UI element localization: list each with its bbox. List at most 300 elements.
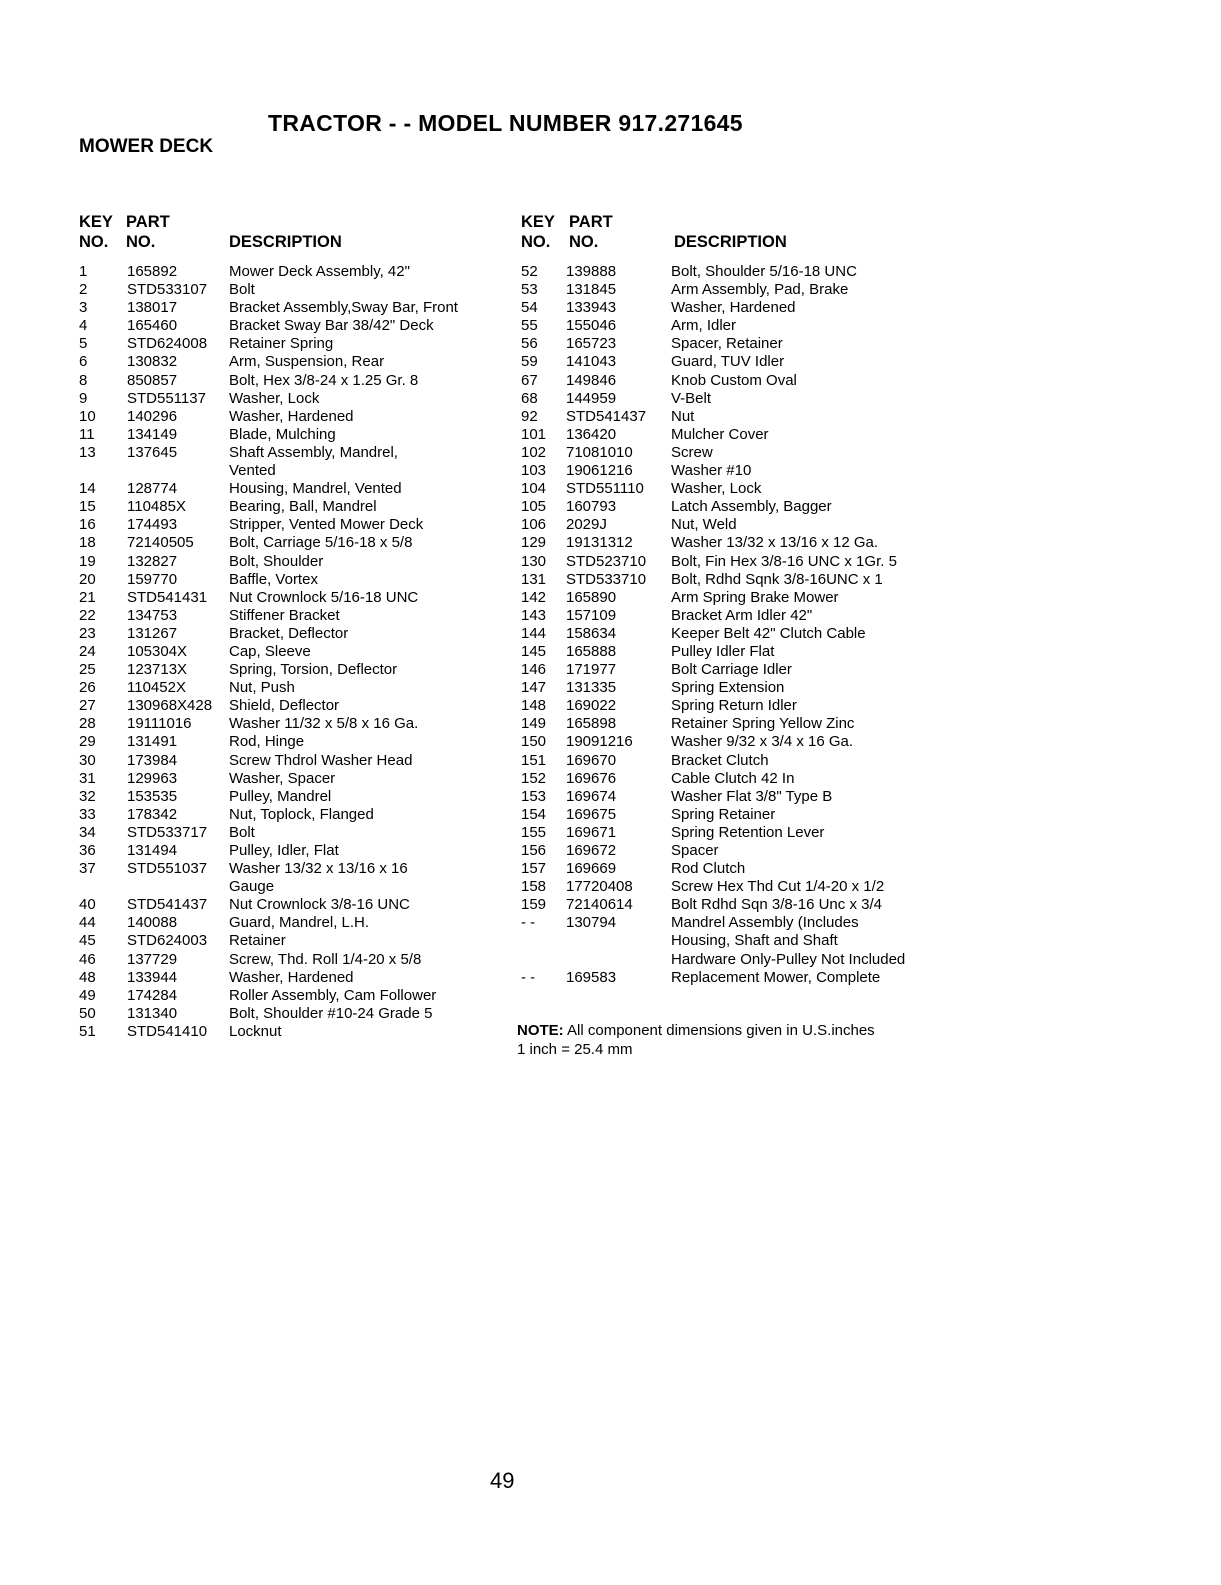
part-number: 123713X [127, 661, 188, 679]
key-number: 28 [79, 715, 96, 733]
key-number: 6 [79, 353, 88, 371]
part-description: Roller Assembly, Cam Follower [229, 986, 437, 1004]
part-row [79, 335, 509, 353]
part-number: 158634 [566, 624, 617, 642]
key-number: 31 [79, 769, 96, 787]
part-row [521, 444, 941, 462]
header-description: DESCRIPTION [229, 233, 342, 251]
key-number: 15 [79, 498, 96, 516]
part-description: Arm Spring Brake Mower [671, 588, 839, 606]
part-row [521, 281, 941, 299]
part-description: Washer, Hardened [229, 968, 354, 986]
part-number: 140088 [127, 914, 178, 932]
part-row [521, 498, 941, 516]
part-row [79, 932, 509, 950]
part-number: 19091216 [566, 733, 633, 751]
part-description: Nut, Push [229, 679, 295, 697]
key-number: 68 [521, 389, 538, 407]
part-number: 149846 [566, 371, 617, 389]
part-row [521, 679, 941, 697]
key-number: 26 [79, 679, 96, 697]
part-description: Bolt [229, 281, 255, 299]
part-row [79, 824, 509, 842]
key-number: 22 [79, 606, 96, 624]
part-number: STD541431 [127, 588, 208, 606]
part-description: Bolt, Carriage 5/16-18 x 5/8 [229, 534, 413, 552]
part-row [521, 697, 941, 715]
part-number: 130832 [127, 353, 178, 371]
part-number: 169674 [566, 787, 617, 805]
key-number: 16 [79, 516, 96, 534]
key-number: 3 [79, 299, 88, 317]
part-description: Knob Custom Oval [671, 371, 797, 389]
part-row [79, 788, 509, 806]
part-number: 169672 [566, 842, 617, 859]
key-number: 159 [521, 896, 547, 914]
part-row [521, 842, 941, 860]
key-number: 145 [521, 642, 547, 660]
part-row [79, 281, 509, 299]
part-row [521, 462, 941, 480]
part-number: 137729 [127, 950, 178, 968]
key-number: - - [521, 968, 536, 986]
part-description: Washer, Hardened [229, 407, 354, 425]
part-description: Washer 11/32 x 5/8 x 16 Ga. [229, 715, 419, 733]
header-key-no: NO. [521, 233, 551, 251]
part-number: 136420 [566, 425, 617, 443]
part-row [79, 571, 509, 589]
part-number: 171977 [566, 661, 617, 679]
part-row [521, 408, 941, 426]
part-description: Spacer [671, 842, 719, 859]
part-description: Locknut [229, 1022, 282, 1040]
part-row [79, 317, 509, 335]
key-number: 44 [79, 914, 96, 932]
part-description: Replacement Mower, Complete [671, 968, 881, 986]
part-description: Spring Retention Lever [671, 823, 825, 841]
part-description: Washer 13/32 x 13/16 x 12 Ga. [671, 534, 879, 552]
key-number: 59 [521, 353, 538, 371]
part-number: 165898 [566, 715, 617, 733]
key-number: 14 [79, 480, 96, 498]
part-row [521, 788, 941, 806]
key-number: 8 [79, 371, 88, 389]
part-description: Washer Flat 3/8" Type B [671, 787, 833, 805]
part-number: 165888 [566, 642, 617, 660]
part-number: 169675 [566, 805, 617, 823]
part-number: STD551137 [127, 389, 206, 407]
key-number: 30 [79, 751, 96, 769]
part-description: Pulley, Mandrel [229, 787, 332, 805]
part-number: 165892 [127, 263, 178, 280]
key-number: 49 [79, 986, 96, 1004]
part-description: Washer, Hardened [671, 299, 796, 317]
part-row [79, 1005, 509, 1023]
key-number: 157 [521, 860, 547, 878]
key-number: 150 [521, 733, 547, 751]
part-description: Screw, Thd. Roll 1/4-20 x 5/8 [229, 950, 422, 968]
part-description: Washer #10 [671, 462, 752, 480]
key-number: 36 [79, 842, 96, 859]
part-number: 131491 [127, 733, 178, 751]
key-number: 105 [521, 498, 547, 516]
part-row [79, 661, 509, 679]
part-number: STD551110 [566, 480, 644, 498]
part-row [521, 353, 941, 371]
part-number: 169583 [566, 968, 617, 986]
part-description: Nut [671, 407, 695, 425]
part-number: 110485X [127, 498, 186, 516]
part-description: Mandrel Assembly (Includes Housing, Shaft and Shaft Hardware Only-Pulley Not Included [671, 914, 906, 968]
part-number: 71081010 [566, 443, 633, 461]
part-description: Spring, Torsion, Deflector [229, 661, 398, 679]
header-key: KEY [79, 213, 113, 231]
part-row [79, 516, 509, 534]
part-row [79, 951, 509, 969]
header-part: PART [569, 213, 613, 231]
part-number: 165890 [566, 588, 617, 606]
part-description: Stripper, Vented Mower Deck [229, 516, 424, 534]
part-number: STD533107 [127, 281, 208, 299]
key-number: 129 [521, 534, 547, 552]
part-row [79, 408, 509, 426]
key-number: 13 [79, 443, 96, 461]
key-number: 24 [79, 642, 96, 660]
part-number: 169671 [566, 823, 617, 841]
part-row [79, 589, 509, 607]
key-number: 40 [79, 896, 96, 914]
key-number: 23 [79, 624, 96, 642]
part-description: Bracket Sway Bar 38/42" Deck [229, 317, 434, 335]
key-number: 158 [521, 878, 547, 896]
key-number: 2 [79, 281, 88, 299]
key-number: 9 [79, 389, 88, 407]
key-number: 48 [79, 968, 96, 986]
part-row [79, 987, 509, 1005]
part-description: Bolt, Shoulder #10-24 Grade 5 [229, 1004, 433, 1022]
key-number: 106 [521, 516, 547, 534]
page-title: TRACTOR - - MODEL NUMBER 917.271645 [268, 110, 743, 136]
key-number: 33 [79, 805, 96, 823]
part-description: Guard, TUV Idler [671, 353, 785, 371]
part-row [79, 752, 509, 770]
part-row [79, 534, 509, 552]
part-description: Screw [671, 443, 713, 461]
part-description: Nut, Weld [671, 516, 737, 534]
part-number: STD541410 [127, 1022, 208, 1040]
part-row [521, 625, 941, 643]
part-number: 174493 [127, 516, 178, 534]
part-row [79, 679, 509, 697]
part-description: Bolt, Fin Hex 3/8-16 UNC x 1Gr. 5 [671, 552, 897, 570]
part-row [521, 607, 941, 625]
part-description: Keeper Belt 42" Clutch Cable [671, 624, 866, 642]
part-description: Retainer [229, 932, 286, 950]
part-description: Spring Extension [671, 679, 785, 697]
part-number: 169676 [566, 769, 617, 787]
part-description: Blade, Mulching [229, 425, 336, 443]
part-description: V-Belt [671, 389, 712, 407]
part-description: Spring Retainer [671, 805, 776, 823]
part-row [79, 770, 509, 788]
header-part-no: NO. [569, 233, 599, 251]
key-number: 25 [79, 661, 96, 679]
parts-list-header [79, 213, 509, 263]
key-number: 147 [521, 679, 547, 697]
part-number: 138017 [127, 299, 178, 317]
part-number: 131340 [127, 1004, 178, 1022]
part-description: Bracket Clutch [671, 751, 769, 769]
part-description: Arm Assembly, Pad, Brake [671, 281, 849, 299]
part-description: Cable Clutch 42 In [671, 769, 795, 787]
note-text: All component dimensions given in U.S.inches [567, 1022, 875, 1039]
part-description: Guard, Mandrel, L.H. [229, 914, 370, 932]
dimension-note [517, 1021, 875, 1059]
part-description: Washer 13/32 x 13/16 x 16 Gauge [229, 860, 408, 896]
key-number: 154 [521, 805, 547, 823]
parts-rows [79, 263, 509, 1041]
part-row [79, 969, 509, 987]
part-number: 130794 [566, 914, 617, 932]
part-number: 169022 [566, 697, 617, 715]
part-description: Nut, Toplock, Flanged [229, 805, 374, 823]
part-description: Baffle, Vortex [229, 570, 318, 588]
part-description: Pulley, Idler, Flat [229, 842, 339, 859]
key-number: 131 [521, 570, 547, 588]
part-row [79, 553, 509, 571]
part-row [521, 878, 941, 896]
part-number: 134753 [127, 606, 178, 624]
key-number: 11 [79, 425, 95, 443]
key-number: 102 [521, 443, 547, 461]
part-description: Arm, Idler [671, 317, 737, 335]
key-number: 34 [79, 823, 96, 841]
part-row [79, 914, 509, 932]
part-row [79, 842, 509, 860]
part-description: Bolt, Shoulder 5/16-18 UNC [671, 263, 857, 280]
part-number: STD541437 [566, 407, 647, 425]
part-row [79, 299, 509, 317]
key-number: 149 [521, 715, 547, 733]
part-description: Bolt Rdhd Sqn 3/8-16 Unc x 3/4 [671, 896, 882, 914]
key-number: 20 [79, 570, 96, 588]
part-number: 72140614 [566, 896, 633, 914]
part-number: 174284 [127, 986, 178, 1004]
part-row [79, 390, 509, 408]
part-row [521, 299, 941, 317]
part-number: 173984 [127, 751, 178, 769]
key-number: 45 [79, 932, 96, 950]
part-row [521, 589, 941, 607]
header-description: DESCRIPTION [674, 233, 787, 251]
part-row [79, 372, 509, 390]
part-description: Retainer Spring [229, 335, 334, 353]
part-description: Shaft Assembly, Mandrel, Vented [229, 443, 398, 480]
key-number: 27 [79, 697, 96, 715]
key-number: 155 [521, 823, 547, 841]
part-row [79, 607, 509, 625]
key-number: 5 [79, 335, 88, 353]
part-row [521, 480, 941, 498]
key-number: 92 [521, 407, 538, 425]
part-description: Bracket Arm Idler 42" [671, 606, 813, 624]
key-number: 37 [79, 860, 96, 878]
part-number: 850857 [127, 371, 178, 389]
part-number: 132827 [127, 552, 178, 570]
part-description: Rod, Hinge [229, 733, 305, 751]
part-row [521, 516, 941, 534]
part-description: Bolt Carriage Idler [671, 661, 792, 679]
part-row [521, 534, 941, 552]
key-number: 151 [521, 751, 547, 769]
part-description: Screw Hex Thd Cut 1/4-20 x 1/2 [671, 878, 885, 896]
part-number: 19131312 [566, 534, 633, 552]
part-description: Pulley Idler Flat [671, 642, 775, 660]
part-row [79, 426, 509, 444]
part-row [521, 896, 941, 914]
part-row [521, 335, 941, 353]
part-row [521, 643, 941, 661]
part-number: 155046 [566, 317, 617, 335]
header-key-no: NO. [79, 233, 109, 251]
key-number: 53 [521, 281, 538, 299]
key-number: 56 [521, 335, 538, 353]
part-row [79, 643, 509, 661]
part-number: 157109 [566, 606, 617, 624]
key-number: 156 [521, 842, 547, 859]
part-number: 131335 [566, 679, 617, 697]
header-part: PART [126, 213, 170, 231]
unit-conversion: 1 inch = 25.4 mm [517, 1041, 633, 1058]
part-description: Washer, Lock [229, 389, 320, 407]
part-number: 153535 [127, 787, 178, 805]
key-number: 54 [521, 299, 538, 317]
key-number: 29 [79, 733, 96, 751]
part-description: Bolt [229, 823, 255, 841]
key-number: 142 [521, 588, 547, 606]
part-row [521, 661, 941, 679]
part-row [79, 697, 509, 715]
part-row [521, 752, 941, 770]
part-description: Washer 9/32 x 3/4 x 16 Ga. [671, 733, 854, 751]
part-row [521, 914, 941, 968]
part-number: 131845 [566, 281, 617, 299]
key-number: 10 [79, 407, 96, 425]
part-description: Bolt, Shoulder [229, 552, 324, 570]
key-number: 51 [79, 1022, 96, 1040]
part-description: Screw Thdrol Washer Head [229, 751, 413, 769]
part-description: Cap, Sleeve [229, 642, 311, 660]
key-number: 67 [521, 371, 538, 389]
part-description: Bolt, Rdhd Sqnk 3/8-16UNC x 1 [671, 570, 883, 588]
part-row [79, 353, 509, 371]
key-number: 104 [521, 480, 547, 498]
part-description: Nut Crownlock 3/8-16 UNC [229, 896, 410, 914]
part-number: 72140505 [127, 534, 194, 552]
part-row [79, 733, 509, 751]
part-number: 169670 [566, 751, 617, 769]
key-number: 55 [521, 317, 538, 335]
part-number: STD551037 [127, 860, 208, 878]
part-row [79, 480, 509, 498]
key-number: 153 [521, 787, 547, 805]
part-number: STD533717 [127, 823, 208, 841]
part-row [521, 372, 941, 390]
part-row [521, 390, 941, 408]
part-description: Bracket Assembly,Sway Bar, Front [229, 299, 458, 317]
key-number: 148 [521, 697, 547, 715]
key-number: 18 [79, 534, 96, 552]
key-number: - - [521, 914, 536, 932]
part-number: 178342 [127, 805, 178, 823]
part-row [521, 317, 941, 335]
key-number: 19 [79, 552, 96, 570]
key-number: 143 [521, 606, 547, 624]
part-number: 140296 [127, 407, 178, 425]
part-number: 165460 [127, 317, 178, 335]
part-description: Arm, Suspension, Rear [229, 353, 385, 371]
part-number: 128774 [127, 480, 178, 498]
part-number: STD533710 [566, 570, 647, 588]
key-number: 144 [521, 624, 547, 642]
part-row [79, 806, 509, 824]
part-description: Bracket, Deflector [229, 624, 349, 642]
part-description: Latch Assembly, Bagger [671, 498, 832, 516]
part-number: 141043 [566, 353, 617, 371]
header-part-no: NO. [126, 233, 156, 251]
part-number: 134149 [127, 425, 178, 443]
part-row [521, 715, 941, 733]
part-number: 19061216 [566, 462, 633, 480]
part-number: 144959 [566, 389, 617, 407]
part-description: Mower Deck Assembly, 42" [229, 263, 410, 280]
part-number: 110452X [127, 679, 186, 697]
part-number: 165723 [566, 335, 617, 353]
part-number: 17720408 [566, 878, 633, 896]
part-description: Bearing, Ball, Mandrel [229, 498, 377, 516]
part-description: Spring Return Idler [671, 697, 797, 715]
part-number: STD624003 [127, 932, 208, 950]
parts-list-header [521, 213, 941, 263]
part-number: 131494 [127, 842, 178, 859]
part-row [521, 806, 941, 824]
part-number: STD624008 [127, 335, 208, 353]
part-description: Nut Crownlock 5/16-18 UNC [229, 588, 419, 606]
key-number: 146 [521, 661, 547, 679]
part-number: 19111016 [127, 715, 192, 733]
part-number: 131267 [127, 624, 178, 642]
parts-rows [521, 263, 941, 987]
key-number: 21 [79, 588, 96, 606]
part-description: Shield, Deflector [229, 697, 340, 715]
part-number: 159770 [127, 570, 178, 588]
part-number: 139888 [566, 263, 617, 280]
part-row [521, 733, 941, 751]
part-description: Retainer Spring Yellow Zinc [671, 715, 855, 733]
part-description: Mulcher Cover [671, 425, 769, 443]
header-key: KEY [521, 213, 555, 231]
part-row [79, 625, 509, 643]
key-number: 46 [79, 950, 96, 968]
part-row [521, 969, 941, 987]
key-number: 130 [521, 552, 547, 570]
parts-list-right [521, 213, 941, 987]
part-row [521, 770, 941, 788]
part-row [79, 860, 509, 896]
page-number: 49 [490, 1468, 515, 1493]
part-number: 105304X [127, 642, 188, 660]
part-number: 133944 [127, 968, 178, 986]
